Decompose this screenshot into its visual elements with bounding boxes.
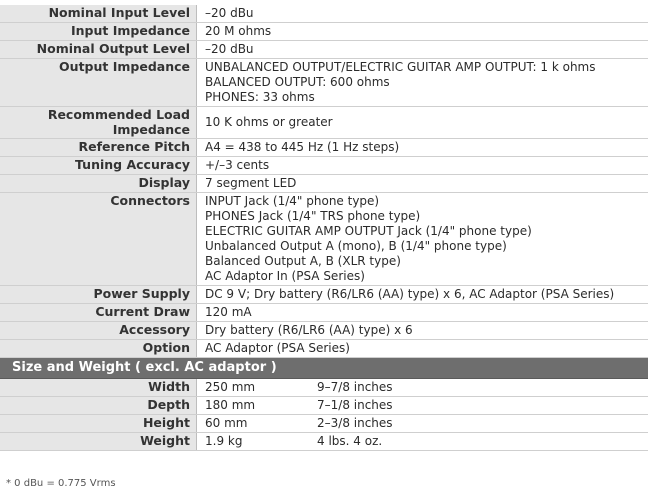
imperial-value: 7–1/8 inches — [317, 398, 393, 412]
imperial-value: 4 lbs. 4 oz. — [317, 434, 383, 448]
spec-label: Connectors — [0, 193, 197, 286]
spec-row-option — [0, 340, 648, 358]
spec-row-nominal-output-level — [0, 41, 648, 59]
spec-row-reference-pitch — [0, 139, 648, 157]
spec-value-line: AC Adaptor (PSA Series) — [205, 341, 350, 355]
spec-row-output-impedance — [0, 59, 648, 107]
spec-value-line: 120 mA — [205, 305, 252, 319]
spec-value — [197, 304, 648, 322]
spec-row-tuning-accuracy — [0, 157, 648, 175]
metric-value: 1.9 kg — [205, 434, 243, 448]
spec-label: Depth — [0, 397, 197, 415]
imperial-value: 2–3/8 inches — [317, 416, 393, 430]
spec-value — [197, 157, 648, 175]
spec-value-line: INPUT Jack (1/4" phone type) — [205, 194, 380, 208]
spec-value-line: Unbalanced Output A (mono), B (1/4" phone type) — [205, 239, 507, 253]
spec-row-nominal-input-level — [0, 5, 648, 23]
spec-value-line: +/–3 cents — [205, 158, 270, 172]
spec-label: Current Draw — [0, 304, 197, 322]
spec-row-display — [0, 175, 648, 193]
spec-value-line: –20 dBu — [205, 6, 254, 20]
spec-value — [197, 433, 648, 451]
size-row-depth — [0, 397, 648, 415]
spec-value-line: PHONES Jack (1/4" TRS phone type) — [205, 209, 421, 223]
metric-value: 60 mm — [205, 416, 248, 430]
spec-value-line: Dry battery (R6/LR6 (AA) type) x 6 — [205, 323, 413, 337]
spec-value-line: Balanced Output A, B (XLR type) — [205, 254, 401, 268]
spec-label: Nominal Output Level — [0, 41, 197, 59]
spec-label: Recommended Load Impedance — [0, 107, 197, 139]
spec-label: Display — [0, 175, 197, 193]
metric-value: 250 mm — [205, 380, 256, 394]
spec-label: Output Impedance — [0, 59, 197, 107]
size-row-weight — [0, 433, 648, 451]
spec-label: Option — [0, 340, 197, 358]
spec-value — [197, 397, 648, 415]
spec-value — [197, 415, 648, 433]
spec-label: Height — [0, 415, 197, 433]
spec-value — [197, 5, 648, 23]
spec-value — [197, 193, 648, 286]
spec-row-recommended-load-impedance — [0, 107, 648, 139]
imperial-value: 9–7/8 inches — [317, 380, 393, 394]
spec-label: Weight — [0, 433, 197, 451]
section-heading: Size and Weight ( excl. AC adaptor ) — [0, 358, 648, 379]
spec-table — [0, 5, 648, 451]
spec-value — [197, 175, 648, 193]
spec-value-line: A4 = 438 to 445 Hz (1 Hz steps) — [205, 140, 400, 154]
spec-label: Input Impedance — [0, 23, 197, 41]
footnote: * 0 dBu = 0.775 Vrms — [6, 478, 116, 489]
section-header-size-weight — [0, 358, 648, 379]
spec-row-current-draw — [0, 304, 648, 322]
spec-label: Nominal Input Level — [0, 5, 197, 23]
spec-value-line: 7 segment LED — [205, 176, 297, 190]
spec-value — [197, 379, 648, 397]
spec-value — [197, 322, 648, 340]
spec-label: Power Supply — [0, 286, 197, 304]
spec-value-line: ELECTRIC GUITAR AMP OUTPUT Jack (1/4" phone type) — [205, 224, 532, 238]
spec-label: Accessory — [0, 322, 197, 340]
spec-row-input-impedance — [0, 23, 648, 41]
size-row-width — [0, 379, 648, 397]
spec-row-power-supply — [0, 286, 648, 304]
spec-value — [197, 59, 648, 107]
spec-value-line: DC 9 V; Dry battery (R6/LR6 (AA) type) x 6, AC Adaptor (PSA Series) — [205, 287, 615, 301]
spec-row-accessory — [0, 322, 648, 340]
spec-value — [197, 107, 648, 139]
spec-value-line: –20 dBu — [205, 42, 254, 56]
spec-value — [197, 23, 648, 41]
metric-value: 180 mm — [205, 398, 256, 412]
spec-value-line: PHONES: 33 ohms — [205, 90, 315, 104]
spec-label: Reference Pitch — [0, 139, 197, 157]
spec-row-connectors — [0, 193, 648, 286]
size-row-height — [0, 415, 648, 433]
spec-value-line: 20 M ohms — [205, 24, 272, 38]
spec-value-line: 10 K ohms or greater — [205, 115, 333, 129]
spec-value-line: BALANCED OUTPUT: 600 ohms — [205, 75, 390, 89]
spec-label: Width — [0, 379, 197, 397]
spec-value — [197, 139, 648, 157]
spec-value-line: AC Adaptor In (PSA Series) — [205, 269, 365, 283]
spec-label: Tuning Accuracy — [0, 157, 197, 175]
spec-value — [197, 41, 648, 59]
spec-value-line: UNBALANCED OUTPUT/ELECTRIC GUITAR AMP OUTPUT: 1 k ohms — [205, 60, 596, 74]
spec-value — [197, 286, 648, 304]
spec-value — [197, 340, 648, 358]
